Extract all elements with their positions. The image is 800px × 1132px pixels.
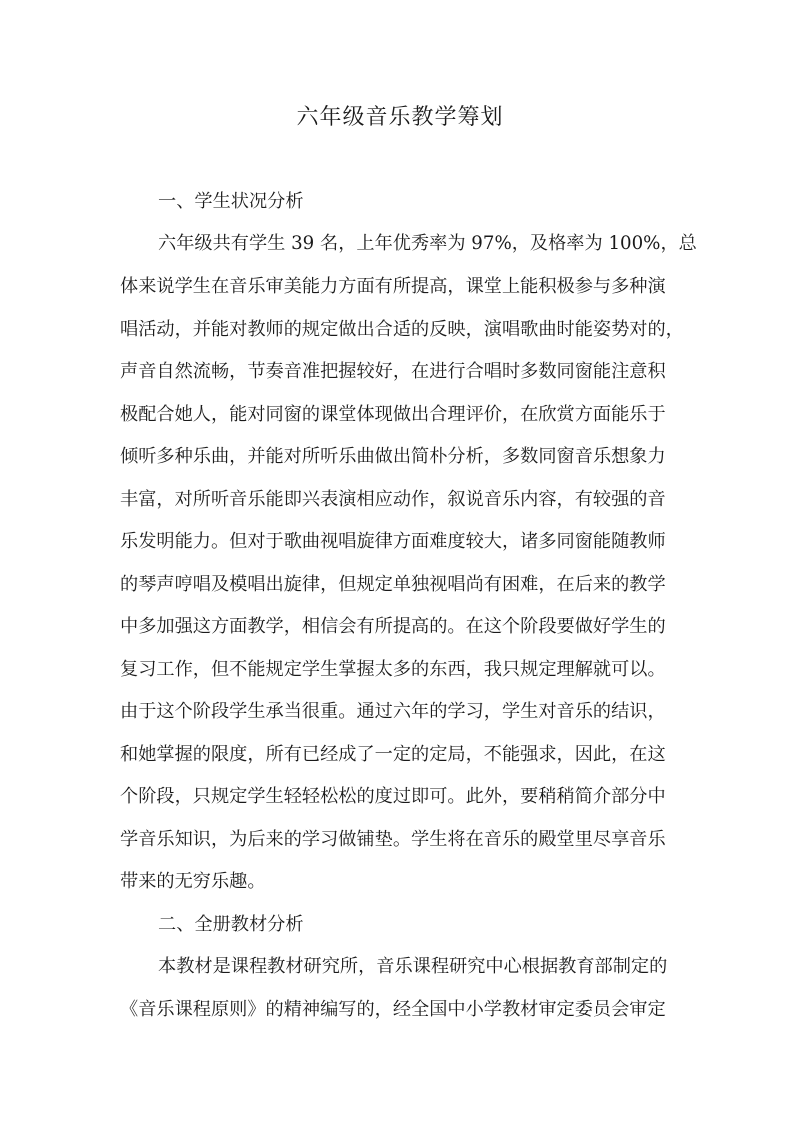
- paragraph-line: 体来说学生在音乐审美能力方面有所提高，课堂上能积极参与多种演: [120, 276, 666, 297]
- paragraph-line: 丰富，对所听音乐能即兴表演相应动作，叙说音乐内容，有较强的音: [120, 489, 666, 510]
- paragraph-line: 唱活动，并能对教师的规定做出合适的反映，演唱歌曲时能姿势对的，: [120, 319, 684, 340]
- paragraph-line: 带来的无穷乐趣。: [120, 871, 266, 892]
- paragraph-line: 由于这个阶段学生承当很重。通过六年的学习，学生对音乐的结识，: [120, 701, 666, 722]
- paragraph-line: 六年级共有学生 39 名，上年优秀率为 97%，及格率为 100%，总: [158, 233, 697, 254]
- paragraph-line: 和她掌握的限度，所有已经成了一定的定局，不能强求，因此，在这: [120, 744, 666, 765]
- paragraph-line: 中多加强这方面教学，相信会有所提高的。在这个阶段要做好学生的: [120, 616, 666, 637]
- document-title: 六年级音乐教学筹划: [296, 105, 504, 130]
- paragraph-line: 的琴声哼唱及模唱出旋律，但规定单独视唱尚有困难，在后来的教学: [120, 574, 666, 595]
- paragraph-line: 学音乐知识，为后来的学习做铺垫。学生将在音乐的殿堂里尽享音乐: [120, 829, 666, 850]
- section-heading-student-analysis: 一、学生状况分析: [158, 191, 304, 212]
- paragraph-line: 《音乐课程原则》的精神编写的，经全国中小学教材审定委员会审定: [120, 999, 666, 1020]
- paragraph-line: 个阶段，只规定学生轻轻松松的度过即可。此外，要稍稍简介部分中: [120, 786, 666, 807]
- paragraph-line: 本教材是课程教材研究所，音乐课程研究中心根据教育部制定的: [158, 956, 668, 977]
- paragraph-line: 极配合她人，能对同窗的课堂体现做出合理评价，在欣赏方面能乐于: [120, 404, 666, 425]
- paragraph-line: 倾听多种乐曲，并能对所听乐曲做出简朴分析，多数同窗音乐想象力: [120, 446, 666, 467]
- paragraph-line: 复习工作，但不能规定学生掌握太多的东西，我只规定理解就可以。: [120, 659, 666, 680]
- paragraph-line: 声音自然流畅，节奏音准把握较好，在进行合唱时多数同窗能注意积: [120, 361, 666, 382]
- paragraph-line: 乐发明能力。但对于歌曲视唱旋律方面难度较大，诸多同窗能随教师: [120, 531, 666, 552]
- section-heading-textbook-analysis: 二、全册教材分析: [158, 914, 304, 935]
